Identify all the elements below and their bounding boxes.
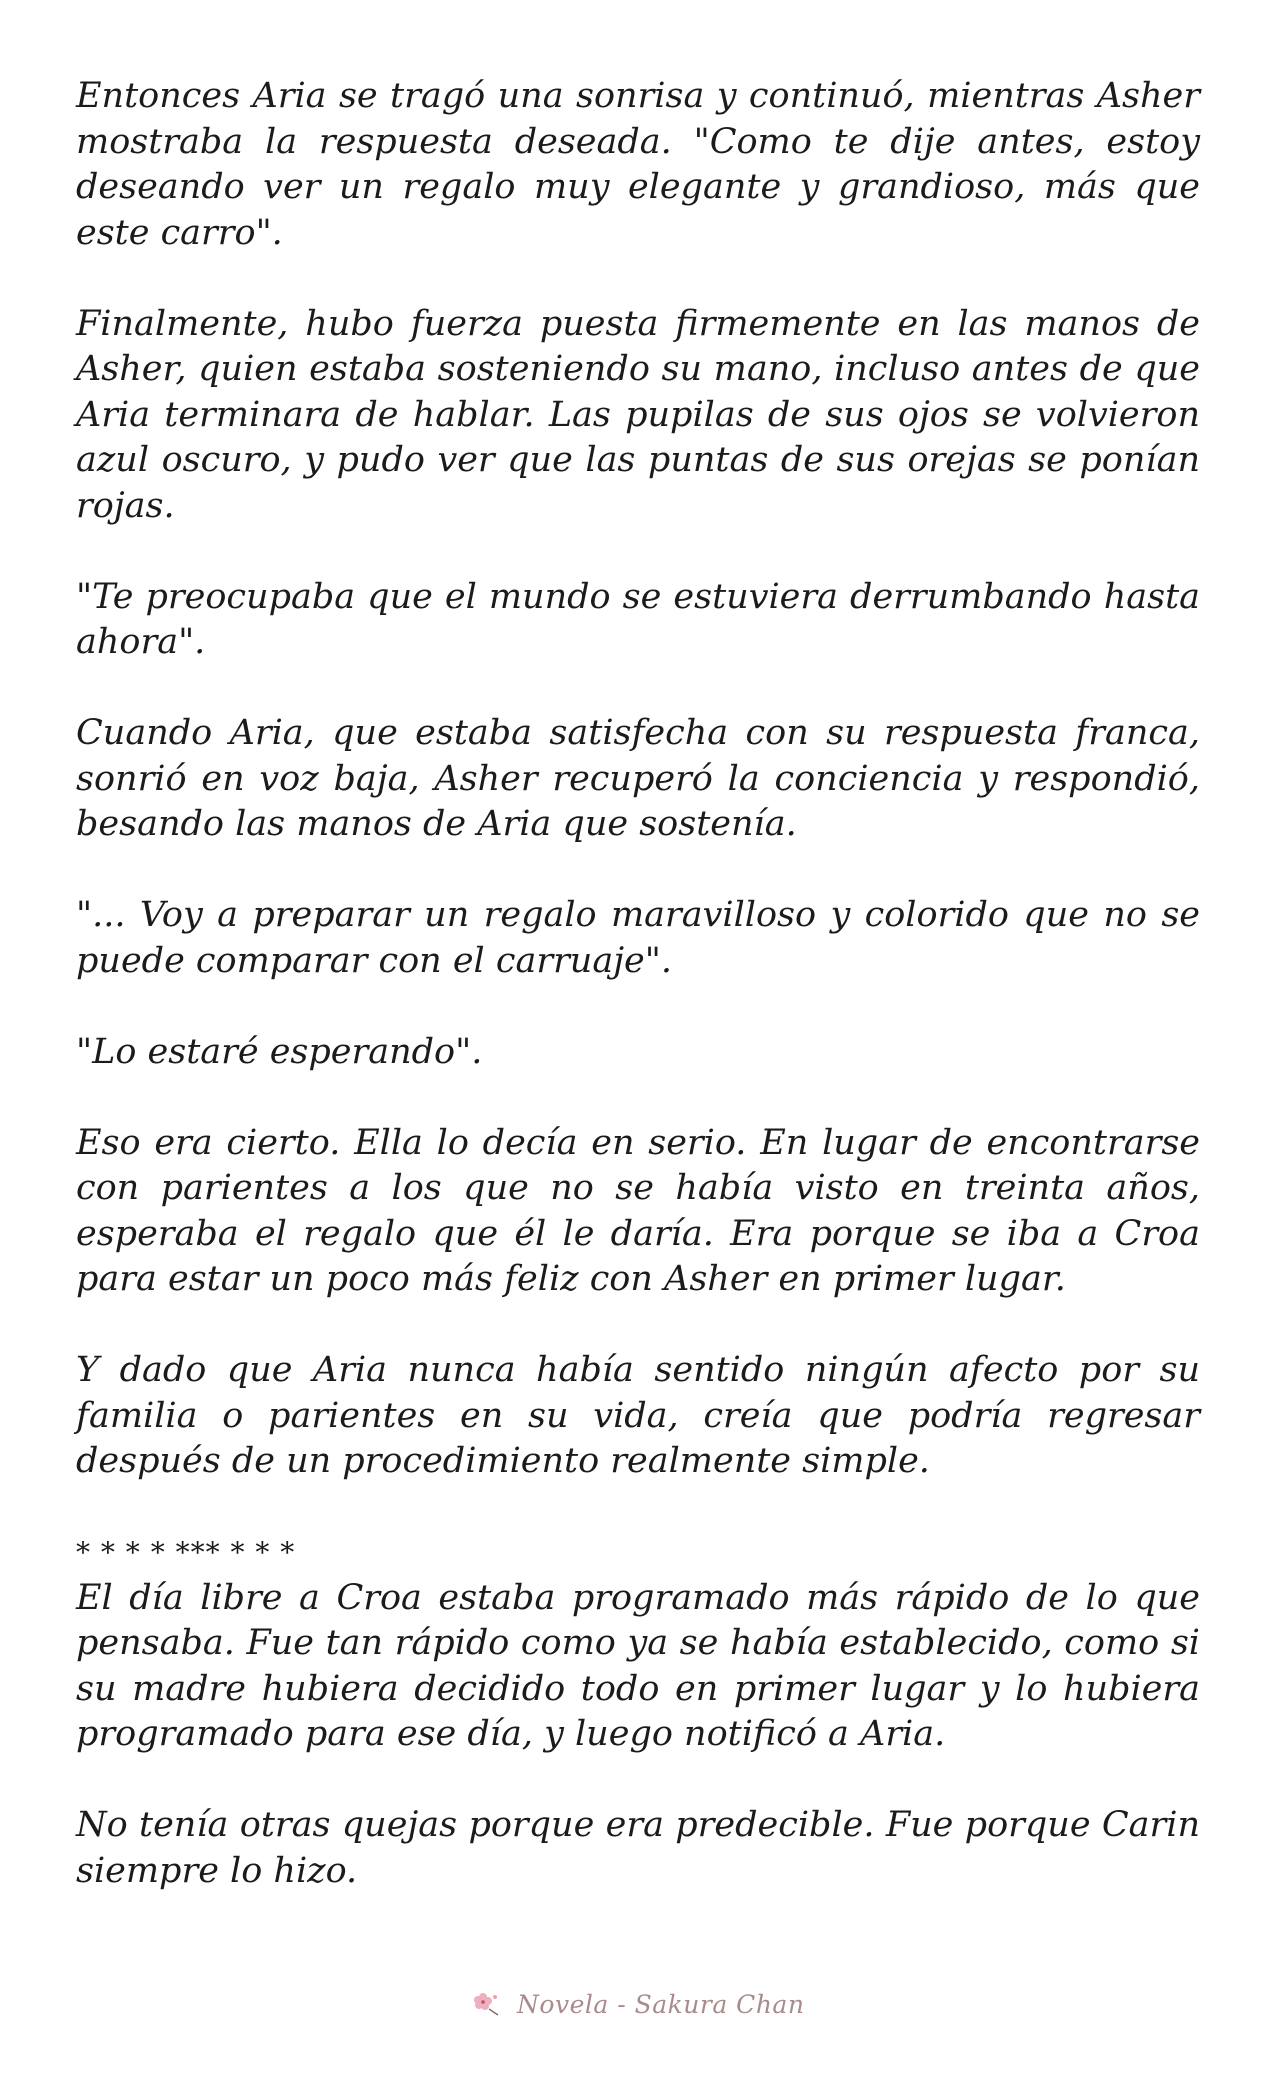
sakura-flower-icon xyxy=(471,1991,501,2023)
section-separator: * * * * *** * * * xyxy=(76,1536,296,1569)
paragraph: Cuando Aria, que estaba satisfecha con su respuesta franca, sonrió en voz baja, Asher recuperó la conciencia y respondió, besando las manos de Aria que sostenía. xyxy=(76,713,1200,844)
paragraph: Eso era cierto. Ella lo decía en serio. En lugar de encontrarse con parientes a los que no se había visto en treinta años, esperaba el regalo que él le daría. Era porque se iba a Croa para estar un poco más feliz con Asher en primer lugar. xyxy=(76,1122,1200,1299)
paragraph: No tenía otras quejas porque era predecible. Fue porque Carin siempre lo hizo. xyxy=(76,1805,1200,1891)
paragraph: "Te preocupaba que el mundo se estuviera derrumbando hasta ahora". xyxy=(76,576,1200,662)
paragraph: Finalmente, hubo fuerza puesta firmemente en las manos de Asher, quien estaba sosteniendo su mano, incluso antes de que Aria terminara de hablar. Las pupilas de sus ojos se volvieron azul oscuro, y pudo ver que las puntas de sus orejas se ponían rojas. xyxy=(76,303,1200,526)
document-body xyxy=(76,74,1200,1894)
paragraph: "... Voy a preparar un regalo maravilloso y colorido que no se puede comparar con el carruaje". xyxy=(76,895,1200,981)
watermark-text: Novela - Sakura Chan xyxy=(517,1990,805,2019)
paragraph: Y dado que Aria nunca había sentido ningún afecto por su familia o parientes en su vida, creía que podría regresar después de un procedimiento realmente simple. xyxy=(76,1350,1200,1481)
paragraph: El día libre a Croa estaba programado más rápido de lo que pensaba. Fue tan rápido como ya se había establecido, como si su madre hubiera decidido todo en primer lugar y lo hubiera programado para ese día, y luego notificó a Aria. xyxy=(76,1577,1200,1754)
paragraph: Entonces Aria se tragó una sonrisa y continuó, mientras Asher mostraba la respuesta deseada. "Como te dije antes, estoy deseando ver un regalo muy elegante y grandioso, más que este carro". xyxy=(76,76,1200,253)
paragraph: "Lo estaré esperando". xyxy=(76,1031,483,1072)
watermark xyxy=(0,1990,1275,2023)
